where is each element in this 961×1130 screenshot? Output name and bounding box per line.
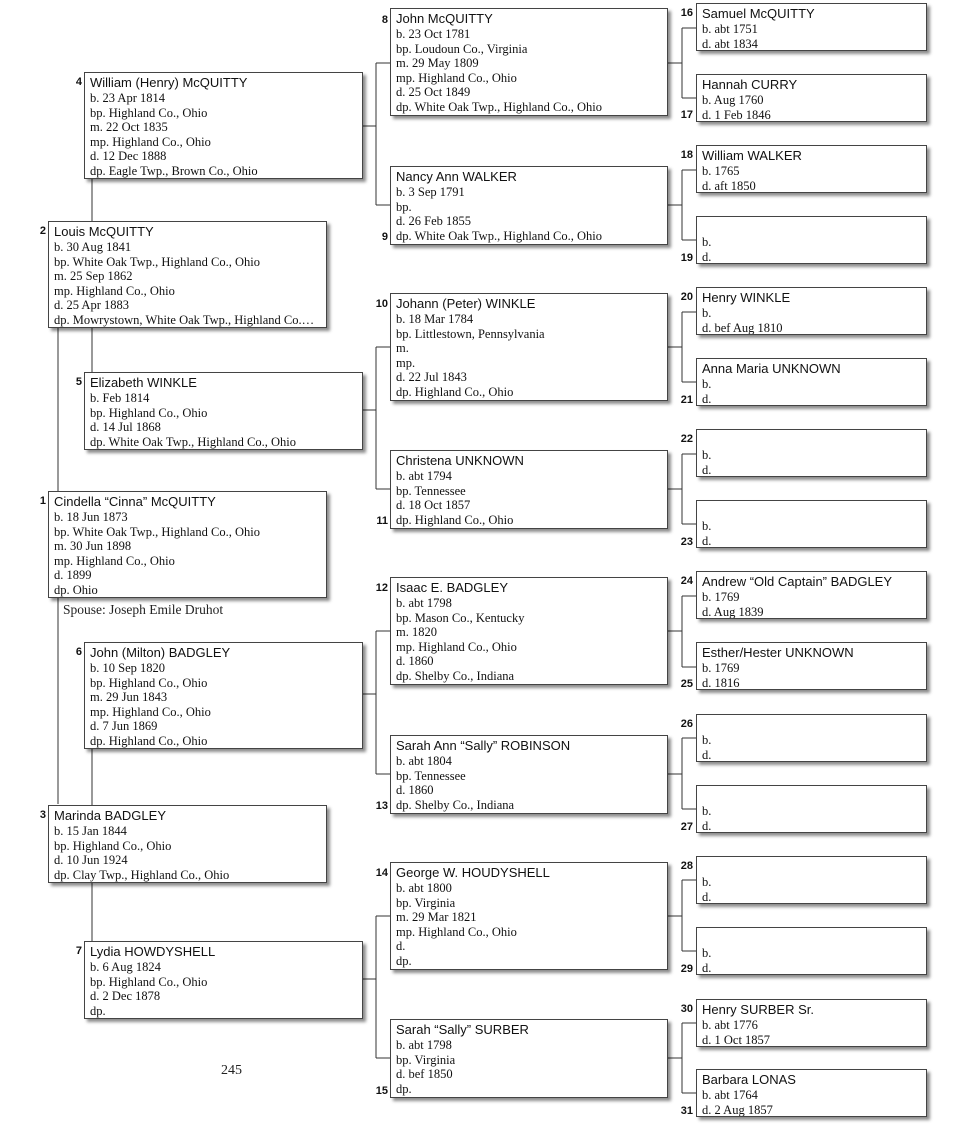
person-15-birthplace: bp. Virginia xyxy=(396,1052,456,1067)
person-3-death-place: dp. Clay Twp., Highland Co., Ohio xyxy=(54,867,230,882)
person-19-name xyxy=(702,219,920,235)
person-15-card xyxy=(390,1019,668,1098)
person-9-name: Nancy Ann WALKER xyxy=(396,169,517,184)
person-15-death: d. bef 1850 xyxy=(396,1067,453,1082)
person-9-birth: b. 3 Sep 1791 xyxy=(396,185,465,199)
person-9-death: d. 26 Feb 1855 xyxy=(396,214,471,229)
person-4-name: William (Henry) McQUITTY xyxy=(90,75,248,90)
person-27-card xyxy=(696,785,927,833)
person-18-number: 18 xyxy=(680,149,693,161)
person-30-birth: b. abt 1776 xyxy=(702,1018,758,1032)
person-16-card xyxy=(696,3,927,51)
person-14-death: d. xyxy=(396,939,406,954)
person-27-death: d. xyxy=(702,818,712,833)
person-26-birth: b. xyxy=(702,733,712,747)
person-26-card xyxy=(696,714,927,762)
person-21-name: Anna Maria UNKNOWN xyxy=(702,361,841,376)
person-28-number: 28 xyxy=(680,860,693,872)
person-13-birthplace: bp. Tennessee xyxy=(396,768,466,783)
person-17-card xyxy=(696,74,927,122)
person-4-marriage: m. 22 Oct 1835 xyxy=(90,120,168,135)
person-30-name: Henry SURBER Sr. xyxy=(702,1002,814,1017)
person-11-death: d. 18 Oct 1857 xyxy=(396,498,471,513)
person-1-birthplace: bp. White Oak Twp., Highland Co., Ohio xyxy=(54,524,260,539)
person-15-death-place: dp. xyxy=(396,1081,412,1096)
person-30-card xyxy=(696,999,927,1047)
person-4-card xyxy=(84,72,363,179)
person-1-death: d. 1899 xyxy=(54,568,92,583)
person-3-birth: b. 15 Jan 1844 xyxy=(54,824,127,838)
person-4-birthplace: bp. Highland Co., Ohio xyxy=(90,105,208,120)
spouse-line: Spouse: Joseph Emile Druhot xyxy=(63,602,224,617)
person-16-name: Samuel McQUITTY xyxy=(702,6,815,21)
person-6-card xyxy=(84,642,363,749)
person-22-card xyxy=(696,429,927,477)
person-31-name: Barbara LONAS xyxy=(702,1072,796,1087)
person-21-birth: b. xyxy=(702,377,712,391)
person-2-birthplace: bp. White Oak Twp., Highland Co., Ohio xyxy=(54,254,260,269)
person-27-birth: b. xyxy=(702,804,712,818)
person-13-name: Sarah Ann “Sally” ROBINSON xyxy=(396,738,571,753)
person-13-number: 13 xyxy=(375,800,388,812)
page-number: 245 xyxy=(221,1063,242,1078)
person-14-birth: b. abt 1800 xyxy=(396,881,452,895)
person-25-card xyxy=(696,642,927,690)
person-22-death: d. xyxy=(702,462,712,477)
person-10-death-place: dp. Highland Co., Ohio xyxy=(396,384,514,399)
person-2-death-place: dp. Mowrystown, White Oak Twp., Highland Co.… xyxy=(54,312,315,327)
person-18-name: William WALKER xyxy=(702,148,802,163)
person-22-number: 22 xyxy=(680,433,693,445)
person-8-birthplace: bp. Loudoun Co., Virginia xyxy=(396,41,528,56)
person-29-death: d. xyxy=(702,960,712,975)
person-26-death: d. xyxy=(702,747,712,762)
person-23-number: 23 xyxy=(680,536,693,548)
person-13-death-place: dp. Shelby Co., Indiana xyxy=(396,797,515,812)
person-28-birth: b. xyxy=(702,875,712,889)
person-2-marriage-place: mp. Highland Co., Ohio xyxy=(54,283,175,298)
person-23-card xyxy=(696,500,927,548)
person-30-number: 30 xyxy=(680,1003,693,1015)
person-31-death: d. 2 Aug 1857 xyxy=(702,1102,773,1117)
person-8-marriage-place: mp. Highland Co., Ohio xyxy=(396,70,517,85)
person-3-number: 3 xyxy=(39,809,46,821)
person-2-card xyxy=(48,221,327,328)
person-3-birthplace: bp. Highland Co., Ohio xyxy=(54,838,172,853)
person-11-birthplace: bp. Tennessee xyxy=(396,483,466,498)
person-1-death-place: dp. Ohio xyxy=(54,582,98,597)
person-10-card xyxy=(390,293,668,401)
person-28-name xyxy=(702,859,920,875)
person-10-name: Johann (Peter) WINKLE xyxy=(396,296,536,311)
person-16-birth: b. abt 1751 xyxy=(702,22,758,36)
person-25-name: Esther/Hester UNKNOWN xyxy=(702,645,854,660)
person-29-birth: b. xyxy=(702,946,712,960)
person-1-number: 1 xyxy=(39,495,46,507)
person-11-death-place: dp. Highland Co., Ohio xyxy=(396,512,514,527)
person-21-death: d. xyxy=(702,391,712,406)
person-19-birth: b. xyxy=(702,235,712,249)
person-8-death: d. 25 Oct 1849 xyxy=(396,85,471,100)
person-8-birth: b. 23 Oct 1781 xyxy=(396,27,471,41)
person-24-birth: b. 1769 xyxy=(702,590,740,604)
person-23-death: d. xyxy=(702,533,712,548)
person-31-number: 31 xyxy=(680,1105,693,1117)
person-5-birthplace: bp. Highland Co., Ohio xyxy=(90,405,208,420)
person-12-card xyxy=(390,577,668,685)
person-14-death-place: dp. xyxy=(396,953,412,968)
person-20-death: d. bef Aug 1810 xyxy=(702,320,783,335)
person-11-number: 11 xyxy=(376,515,388,527)
person-28-card xyxy=(696,856,927,904)
person-5-death-place: dp. White Oak Twp., Highland Co., Ohio xyxy=(90,434,296,449)
person-13-birth: b. abt 1804 xyxy=(396,754,452,768)
person-6-name: John (Milton) BADGLEY xyxy=(90,645,231,660)
person-15-name: Sarah “Sally” SURBER xyxy=(396,1022,529,1037)
person-29-card xyxy=(696,927,927,975)
person-25-birth: b. 1769 xyxy=(702,661,740,675)
person-8-card xyxy=(390,8,668,116)
person-2-name: Louis McQUITTY xyxy=(54,224,154,239)
person-4-birth: b. 23 Apr 1814 xyxy=(90,91,165,105)
person-11-card xyxy=(390,450,668,529)
person-8-marriage: m. 29 May 1809 xyxy=(396,56,479,71)
person-8-number: 8 xyxy=(381,14,388,26)
person-27-number: 27 xyxy=(680,821,693,833)
person-4-marriage-place: mp. Highland Co., Ohio xyxy=(90,134,211,149)
person-18-birth: b. 1765 xyxy=(702,164,740,178)
person-15-birth: b. abt 1798 xyxy=(396,1038,452,1052)
person-12-name: Isaac E. BADGLEY xyxy=(396,580,508,595)
person-12-death-place: dp. Shelby Co., Indiana xyxy=(396,668,515,683)
person-23-name xyxy=(702,503,920,519)
person-6-death-place: dp. Highland Co., Ohio xyxy=(90,733,208,748)
person-17-name: Hannah CURRY xyxy=(702,77,798,92)
person-26-name xyxy=(702,717,920,733)
person-31-card xyxy=(696,1069,927,1117)
person-8-name: John McQUITTY xyxy=(396,11,493,26)
person-5-name: Elizabeth WINKLE xyxy=(90,375,197,390)
person-17-number: 17 xyxy=(680,109,693,121)
person-14-number: 14 xyxy=(375,867,388,879)
person-5-card xyxy=(84,372,363,450)
person-16-death: d. abt 1834 xyxy=(702,36,758,51)
person-30-death: d. 1 Oct 1857 xyxy=(702,1032,771,1047)
person-6-marriage: m. 29 Jun 1843 xyxy=(90,690,168,705)
person-19-card xyxy=(696,216,927,264)
person-6-marriage-place: mp. Highland Co., Ohio xyxy=(90,704,211,719)
person-9-birthplace: bp. xyxy=(396,199,412,214)
person-1-marriage: m. 30 Jun 1898 xyxy=(54,539,132,554)
person-2-marriage: m. 25 Sep 1862 xyxy=(54,269,133,284)
person-20-card xyxy=(696,287,927,335)
person-2-birth: b. 30 Aug 1841 xyxy=(54,240,132,254)
person-7-card xyxy=(84,941,363,1019)
person-14-card xyxy=(390,862,668,970)
person-7-birth: b. 6 Aug 1824 xyxy=(90,960,161,974)
person-5-death: d. 14 Jul 1868 xyxy=(90,420,161,435)
person-5-number: 5 xyxy=(75,376,82,388)
person-9-number: 9 xyxy=(381,231,388,243)
person-7-birthplace: bp. Highland Co., Ohio xyxy=(90,974,208,989)
person-13-death: d. 1860 xyxy=(396,783,434,798)
person-15-number: 15 xyxy=(375,1085,388,1097)
person-3-card xyxy=(48,805,327,883)
person-1-card xyxy=(48,491,327,598)
person-3-death: d. 10 Jun 1924 xyxy=(54,853,128,868)
person-10-birth: b. 18 Mar 1784 xyxy=(396,312,474,326)
person-14-birthplace: bp. Virginia xyxy=(396,895,456,910)
person-25-number: 25 xyxy=(680,678,693,690)
person-25-death: d. 1816 xyxy=(702,675,740,690)
person-14-marriage-place: mp. Highland Co., Ohio xyxy=(396,924,517,939)
person-11-birth: b. abt 1794 xyxy=(396,469,452,483)
person-10-birthplace: bp. Littlestown, Pennsylvania xyxy=(396,326,545,341)
person-20-birth: b. xyxy=(702,306,712,320)
person-19-death: d. xyxy=(702,249,712,264)
person-23-birth: b. xyxy=(702,519,712,533)
person-16-number: 16 xyxy=(680,7,693,19)
person-22-name xyxy=(702,432,920,448)
person-6-birthplace: bp. Highland Co., Ohio xyxy=(90,675,208,690)
person-14-marriage: m. 29 Mar 1821 xyxy=(396,910,477,925)
person-24-card xyxy=(696,571,927,619)
person-24-death: d. Aug 1839 xyxy=(702,604,764,619)
person-6-number: 6 xyxy=(75,646,82,658)
person-29-number: 29 xyxy=(680,963,693,975)
person-2-death: d. 25 Apr 1883 xyxy=(54,298,129,313)
person-21-card xyxy=(696,358,927,406)
person-17-death: d. 1 Feb 1846 xyxy=(702,107,771,122)
person-1-birth: b. 18 Jun 1873 xyxy=(54,510,128,524)
person-18-card xyxy=(696,145,927,193)
person-7-number: 7 xyxy=(75,945,82,957)
person-4-death-place: dp. Eagle Twp., Brown Co., Ohio xyxy=(90,163,258,178)
person-12-marriage-place: mp. Highland Co., Ohio xyxy=(396,639,517,654)
person-19-number: 19 xyxy=(680,252,693,264)
person-20-number: 20 xyxy=(680,291,693,303)
person-7-death-place: dp. xyxy=(90,1003,106,1018)
person-10-marriage: m. xyxy=(396,341,409,356)
person-17-birth: b. Aug 1760 xyxy=(702,93,764,107)
person-10-death: d. 22 Jul 1843 xyxy=(396,370,467,385)
person-27-name xyxy=(702,788,920,804)
person-20-name: Henry WINKLE xyxy=(702,290,791,305)
person-13-card xyxy=(390,735,668,814)
person-10-marriage-place: mp. xyxy=(396,355,416,370)
person-1-name: Cindella “Cinna” McQUITTY xyxy=(54,494,216,509)
person-24-name: Andrew “Old Captain” BADGLEY xyxy=(702,574,893,589)
person-26-number: 26 xyxy=(680,718,693,730)
person-4-number: 4 xyxy=(75,76,82,88)
person-10-number: 10 xyxy=(375,298,388,310)
person-22-birth: b. xyxy=(702,448,712,462)
person-1-marriage-place: mp. Highland Co., Ohio xyxy=(54,553,175,568)
person-18-death: d. aft 1850 xyxy=(702,178,756,193)
person-12-number: 12 xyxy=(375,582,388,594)
person-11-name: Christena UNKNOWN xyxy=(396,453,524,468)
person-6-death: d. 7 Jun 1869 xyxy=(90,719,158,734)
person-6-birth: b. 10 Sep 1820 xyxy=(90,661,165,675)
person-7-death: d. 2 Dec 1878 xyxy=(90,989,161,1004)
person-8-death-place: dp. White Oak Twp., Highland Co., Ohio xyxy=(396,99,602,114)
person-29-name xyxy=(702,930,920,946)
person-5-birth: b. Feb 1814 xyxy=(90,391,150,405)
person-12-birthplace: bp. Mason Co., Kentucky xyxy=(396,610,525,625)
person-9-death-place: dp. White Oak Twp., Highland Co., Ohio xyxy=(396,228,602,243)
person-2-number: 2 xyxy=(39,225,46,237)
person-21-number: 21 xyxy=(680,394,693,406)
person-9-card xyxy=(390,166,668,245)
person-4-death: d. 12 Dec 1888 xyxy=(90,149,167,164)
person-31-birth: b. abt 1764 xyxy=(702,1088,758,1102)
person-14-name: George W. HOUDYSHELL xyxy=(396,865,550,880)
person-24-number: 24 xyxy=(680,575,693,587)
person-7-name: Lydia HOWDYSHELL xyxy=(90,944,216,959)
person-12-birth: b. abt 1798 xyxy=(396,596,452,610)
person-3-name: Marinda BADGLEY xyxy=(54,808,166,823)
person-12-marriage: m. 1820 xyxy=(396,625,437,640)
person-28-death: d. xyxy=(702,889,712,904)
person-12-death: d. 1860 xyxy=(396,654,434,669)
